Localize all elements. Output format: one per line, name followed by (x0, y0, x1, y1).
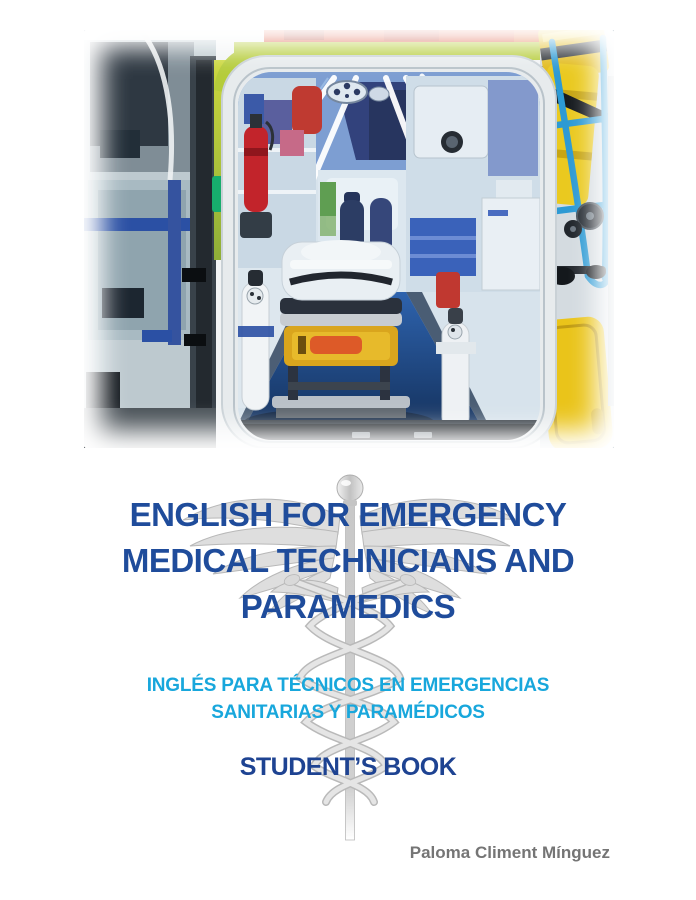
subtitle-line-1: INGLÉS PARA TÉCNICOS EN EMERGENCIAS (146, 675, 550, 696)
ambulance-interior (234, 72, 544, 448)
subtitle-line-2: SANITARIAS Y PARAMÉDICOS (211, 702, 485, 723)
book-title (0, 492, 696, 630)
ambulance-photo-graphic (84, 30, 614, 448)
edition-label: STUDENT’S BOOK (239, 753, 457, 781)
title-line-3: PARAMEDICS (240, 588, 456, 625)
book-subtitle (0, 672, 696, 726)
title-line-1: ENGLISH FOR EMERGENCY (129, 496, 567, 533)
left-door-panel (84, 32, 216, 448)
ambulance-photo (84, 30, 614, 448)
author-name: Paloma Climent Mínguez (409, 843, 610, 862)
title-line-2: MEDICAL TECHNICIANS AND (121, 542, 575, 579)
